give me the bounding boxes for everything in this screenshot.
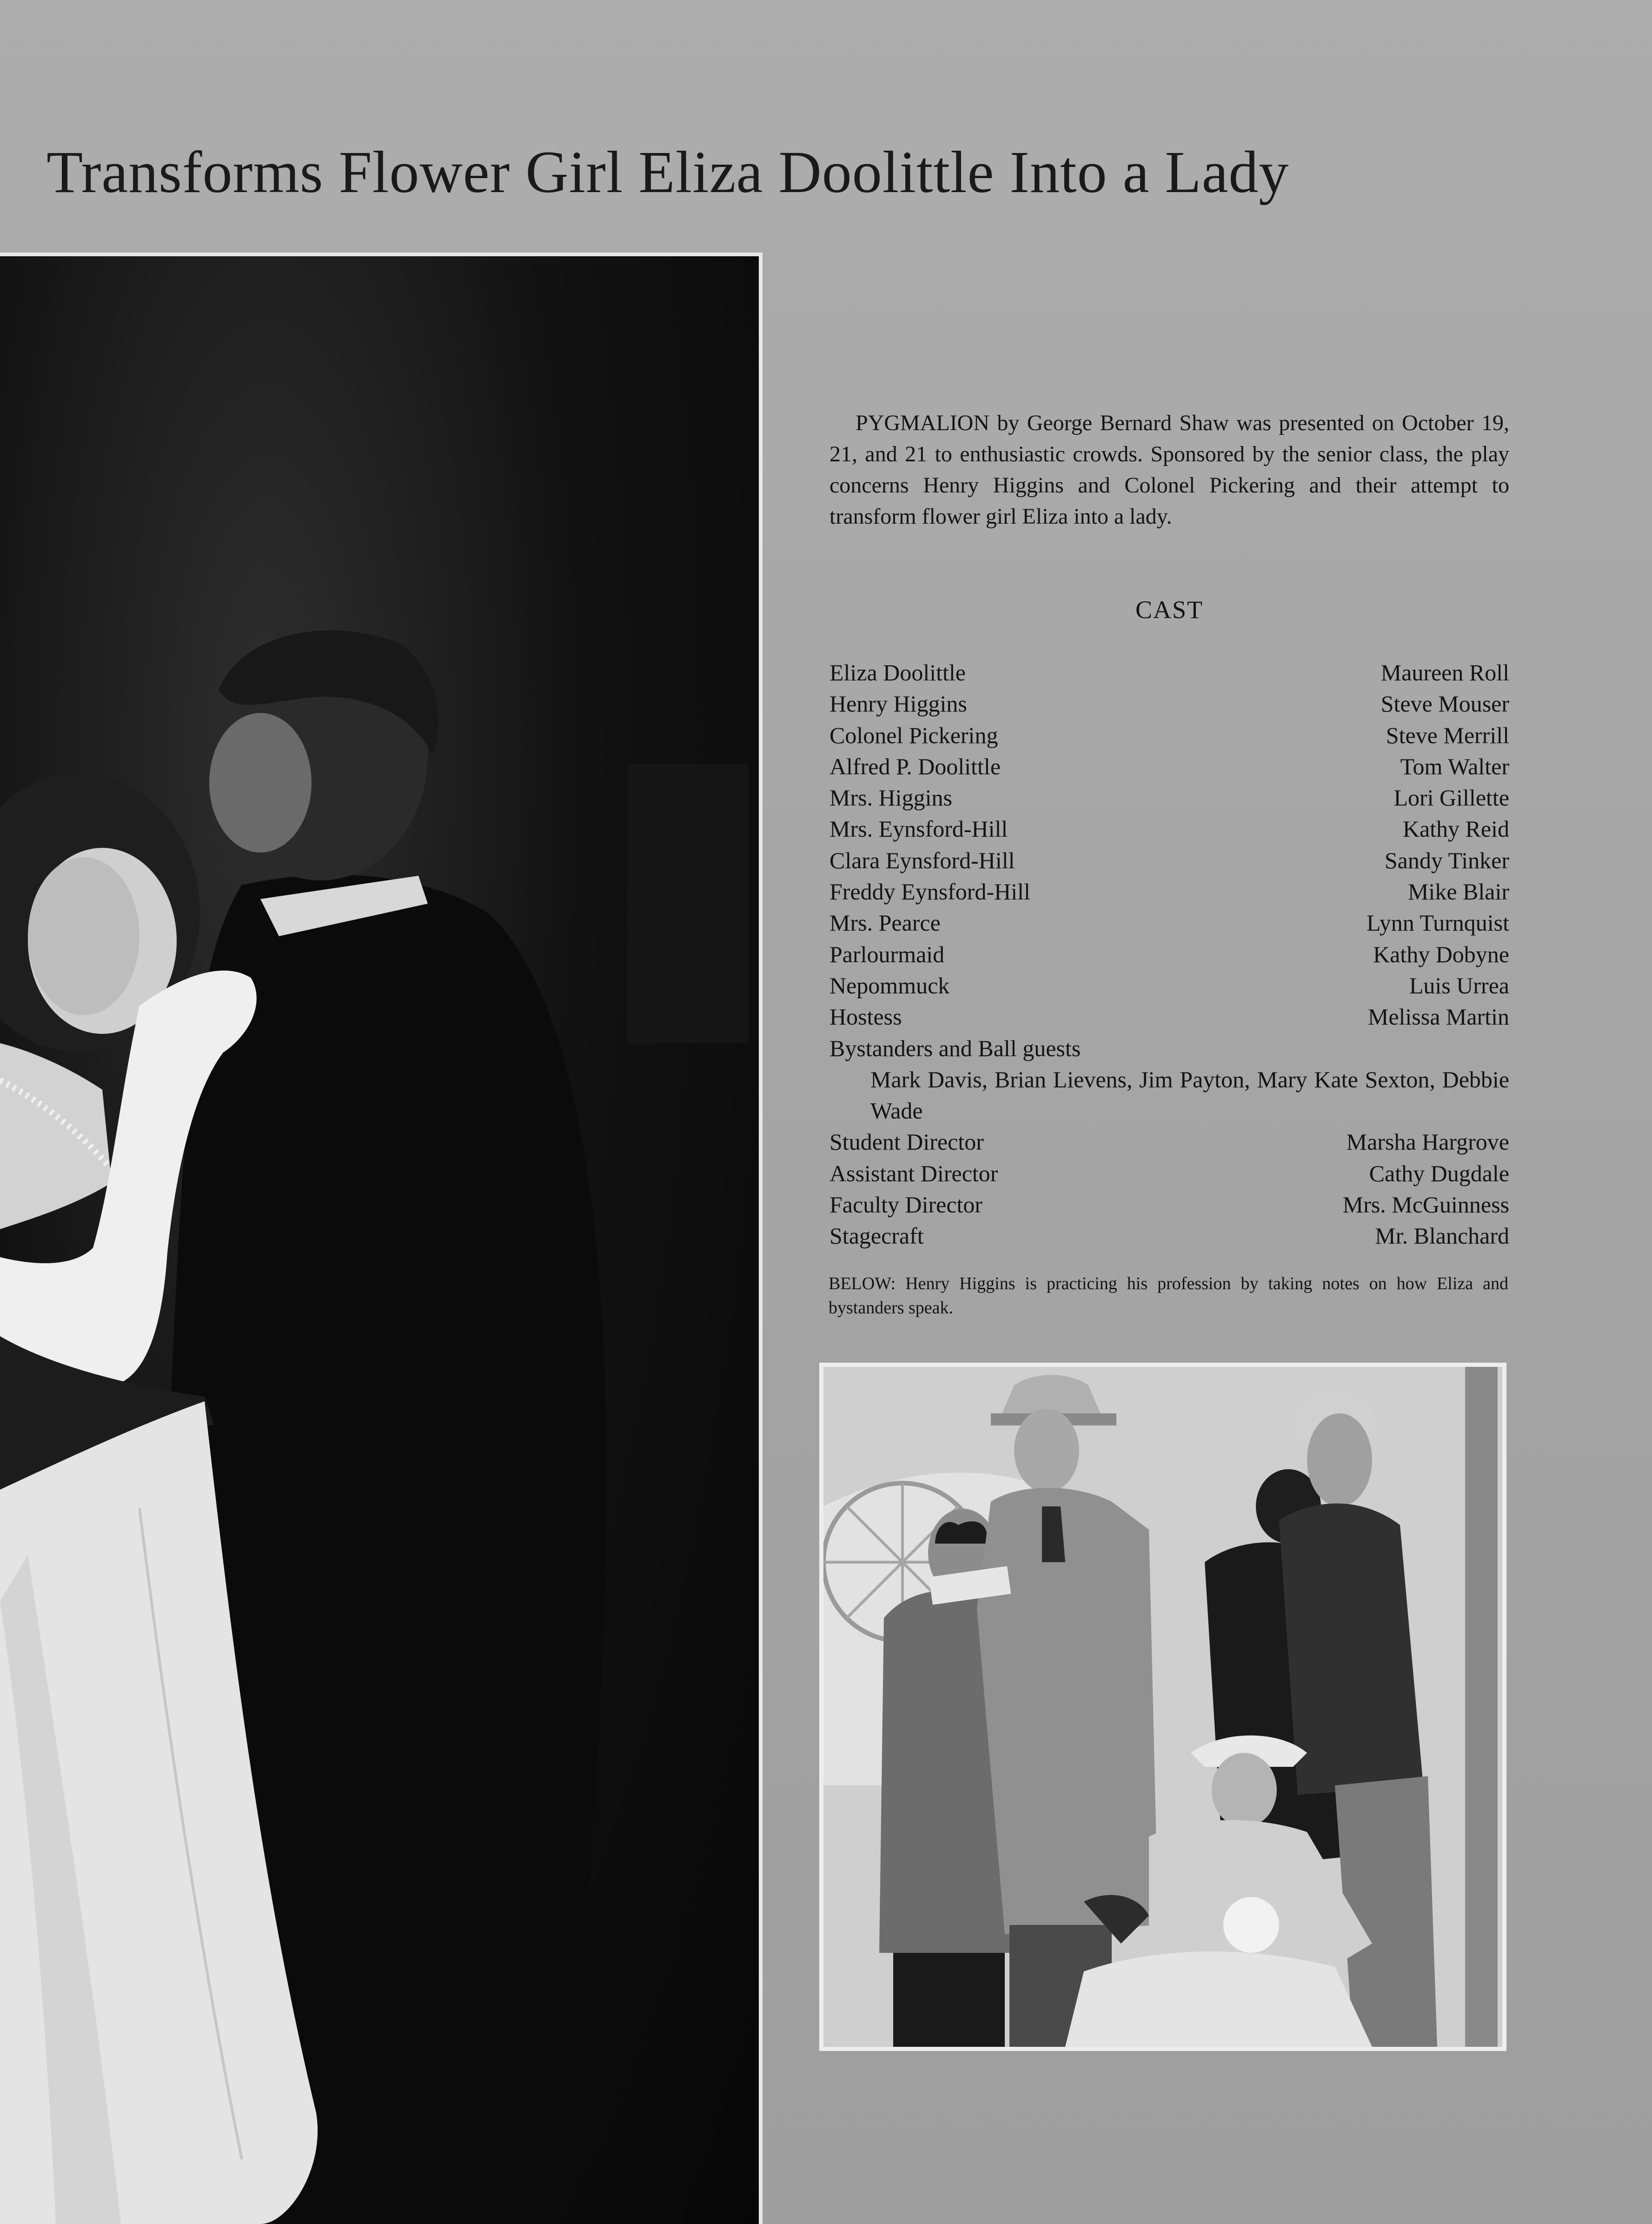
cast-row <box>829 845 1509 876</box>
crew-member: Marsha Hargrove <box>1346 1129 1509 1155</box>
photo-caption: BELOW: Henry Higgins is practicing his profession by taking notes on how Eliza and bystanders speak. <box>829 1274 1508 1318</box>
cast-role: Alfred P. Doolittle <box>829 753 1001 779</box>
cast-role: Mrs. Higgins <box>829 785 952 811</box>
crew-role: Assistant Director <box>829 1160 998 1186</box>
cast-actor: Sandy Tinker <box>1384 847 1509 873</box>
cast-row <box>829 907 1509 939</box>
crew-row <box>829 1158 1509 1189</box>
page-headline: Transforms Flower Girl Eliza Doolittle Into a Lady <box>46 139 1289 205</box>
street-scene-art <box>823 1367 1502 2047</box>
crew-role: Faculty Director <box>829 1192 983 1218</box>
crew-row <box>829 1126 1509 1158</box>
cast-heading: CAST <box>1135 596 1204 624</box>
cast-role: Hostess <box>829 1004 902 1030</box>
cast-actor: Mike Blair <box>1407 879 1509 905</box>
cast-actor: Lori Gillette <box>1393 785 1509 811</box>
cast-actor: Tom Walter <box>1400 753 1509 779</box>
crew-member: Mrs. McGuinness <box>1342 1192 1509 1218</box>
cast-actor: Kathy Reid <box>1402 816 1509 842</box>
cast-row <box>829 813 1509 845</box>
cast-role: Nepommuck <box>829 972 950 999</box>
cast-role: Henry Higgins <box>829 691 967 717</box>
cast-actor: Melissa Martin <box>1367 1004 1509 1030</box>
cast-role: Eliza Doolittle <box>829 659 966 686</box>
crew-row <box>829 1189 1509 1220</box>
bystanders-members: Mark Davis, Brian Lievens, Jim Payton, Mary Kate Sexton, Debbie Wade <box>870 1066 1509 1124</box>
dance-photo <box>0 253 763 2224</box>
crew-member: Cathy Dugdale <box>1369 1160 1509 1186</box>
cast-role: Freddy Eynsford-Hill <box>829 879 1030 905</box>
intro-paragraph: PYGMALION by George Bernard Shaw was presented on October 19, 21, and 21 to enthusiastic crowds. Sponsored by the senior class, the play concerns Henry Higgins and Colonel Pickering and their attempt to transform flower girl Eliza into a lady. <box>829 411 1509 529</box>
dance-photo-art <box>0 253 763 2224</box>
cast-role: Clara Eynsford-Hill <box>829 847 1015 873</box>
cast-row <box>829 720 1509 751</box>
cast-row <box>829 1001 1509 1032</box>
cast-role: Mrs. Eynsford-Hill <box>829 816 1008 842</box>
cast-actor: Steve Mouser <box>1380 691 1509 717</box>
cast-row <box>829 688 1509 719</box>
cast-row <box>829 751 1509 782</box>
crew-role: Stagecraft <box>829 1223 924 1249</box>
cast-row <box>829 970 1509 1001</box>
cast-row <box>829 782 1509 813</box>
cast-row <box>829 939 1509 970</box>
cast-actor: Kathy Dobyne <box>1373 941 1509 967</box>
cast-actor: Steve Merrill <box>1386 722 1509 748</box>
cast-actor: Luis Urrea <box>1409 972 1509 999</box>
cast-actor: Maureen Roll <box>1380 659 1509 686</box>
cast-row <box>829 876 1509 907</box>
bystanders-label: Bystanders and Ball guests <box>829 1035 1081 1061</box>
cast-role: Mrs. Pearce <box>829 910 941 936</box>
cast-actor: Lynn Turnquist <box>1366 910 1509 936</box>
crew-member: Mr. Blanchard <box>1375 1223 1509 1249</box>
crew-row <box>829 1220 1509 1252</box>
street-scene-photo <box>819 1363 1506 2051</box>
cast-list <box>829 657 1509 1252</box>
cast-role: Parlourmaid <box>829 941 945 967</box>
cast-row <box>829 657 1509 688</box>
cast-role: Colonel Pickering <box>829 722 998 748</box>
crew-role: Student Director <box>829 1129 984 1155</box>
